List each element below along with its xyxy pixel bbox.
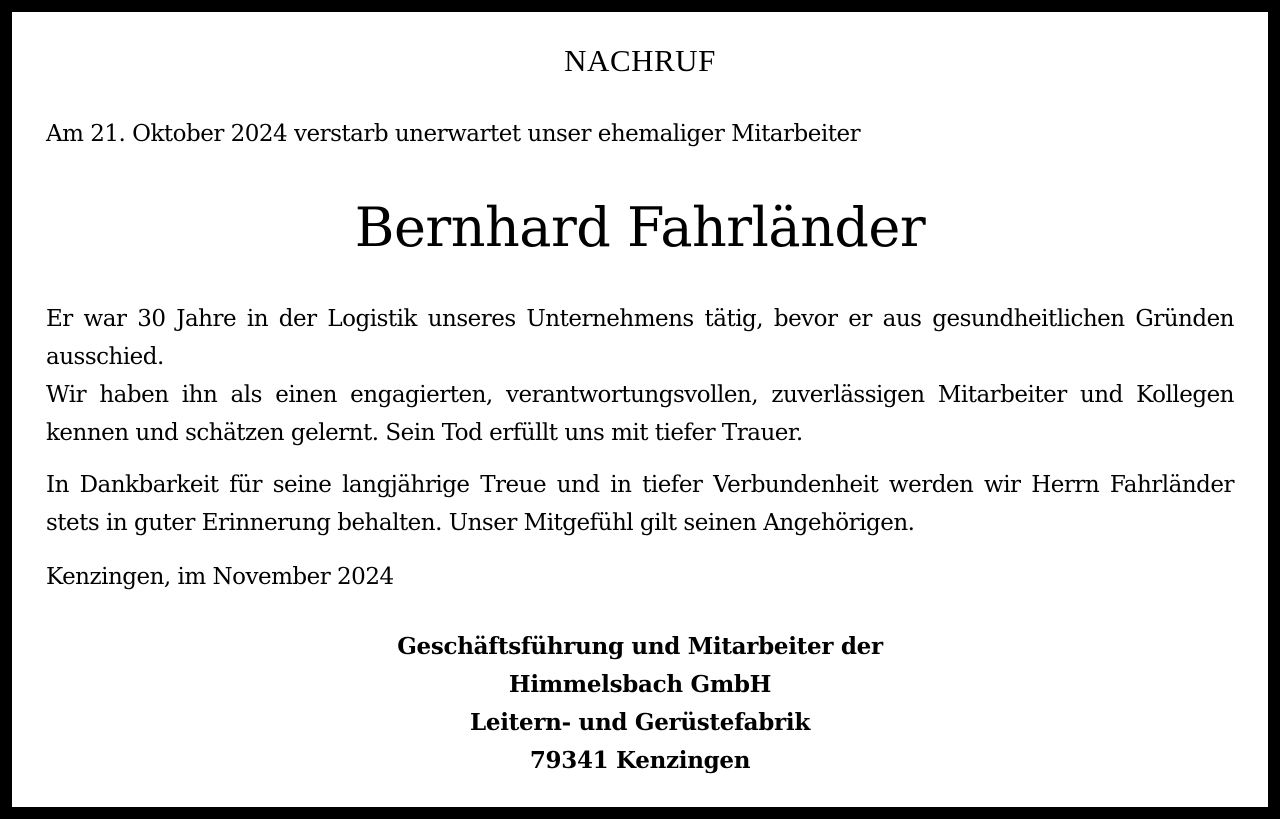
paragraph-gratitude: In Dankbarkeit für seine langjährige Treue und in tiefer Verbundenheit werden wir Herrn Fahrländer stets in guter Erinnerung behalten. Unser Mitgefühl gilt seinen Angehörigen. bbox=[46, 472, 1234, 536]
paragraph-career: Er war 30 Jahre in der Logistik unseres Unternehmens tätig, bevor er aus gesundheitlichen Gründen ausschied. bbox=[46, 306, 1234, 370]
deceased-name: Bernhard Fahrländer bbox=[354, 196, 926, 259]
intro-line: Am 21. Oktober 2024 verstarb unerwartet unser ehemaliger Mitarbeiter bbox=[46, 121, 861, 147]
signature-line-management: Geschäftsführung und Mitarbeiter der bbox=[397, 633, 883, 660]
signature-line-company: Himmelsbach GmbH bbox=[508, 671, 772, 698]
signature-line-factory: Leitern- und Gerüstefabrik bbox=[470, 709, 810, 736]
place-date: Kenzingen, im November 2024 bbox=[46, 564, 394, 590]
notice-heading: NACHRUF bbox=[564, 43, 716, 78]
signature-block bbox=[12, 628, 1268, 780]
signature-line-address: 79341 Kenzingen bbox=[529, 747, 751, 774]
paragraph-appreciation: Wir haben ihn als einen engagierten, verantwortungsvollen, zuverlässigen Mitarbeiter und Kollegen kennen und schätzen gelernt. Sein Tod erfüllt uns mit tiefer Trauer. bbox=[46, 382, 1234, 446]
obituary-notice bbox=[12, 12, 1268, 807]
